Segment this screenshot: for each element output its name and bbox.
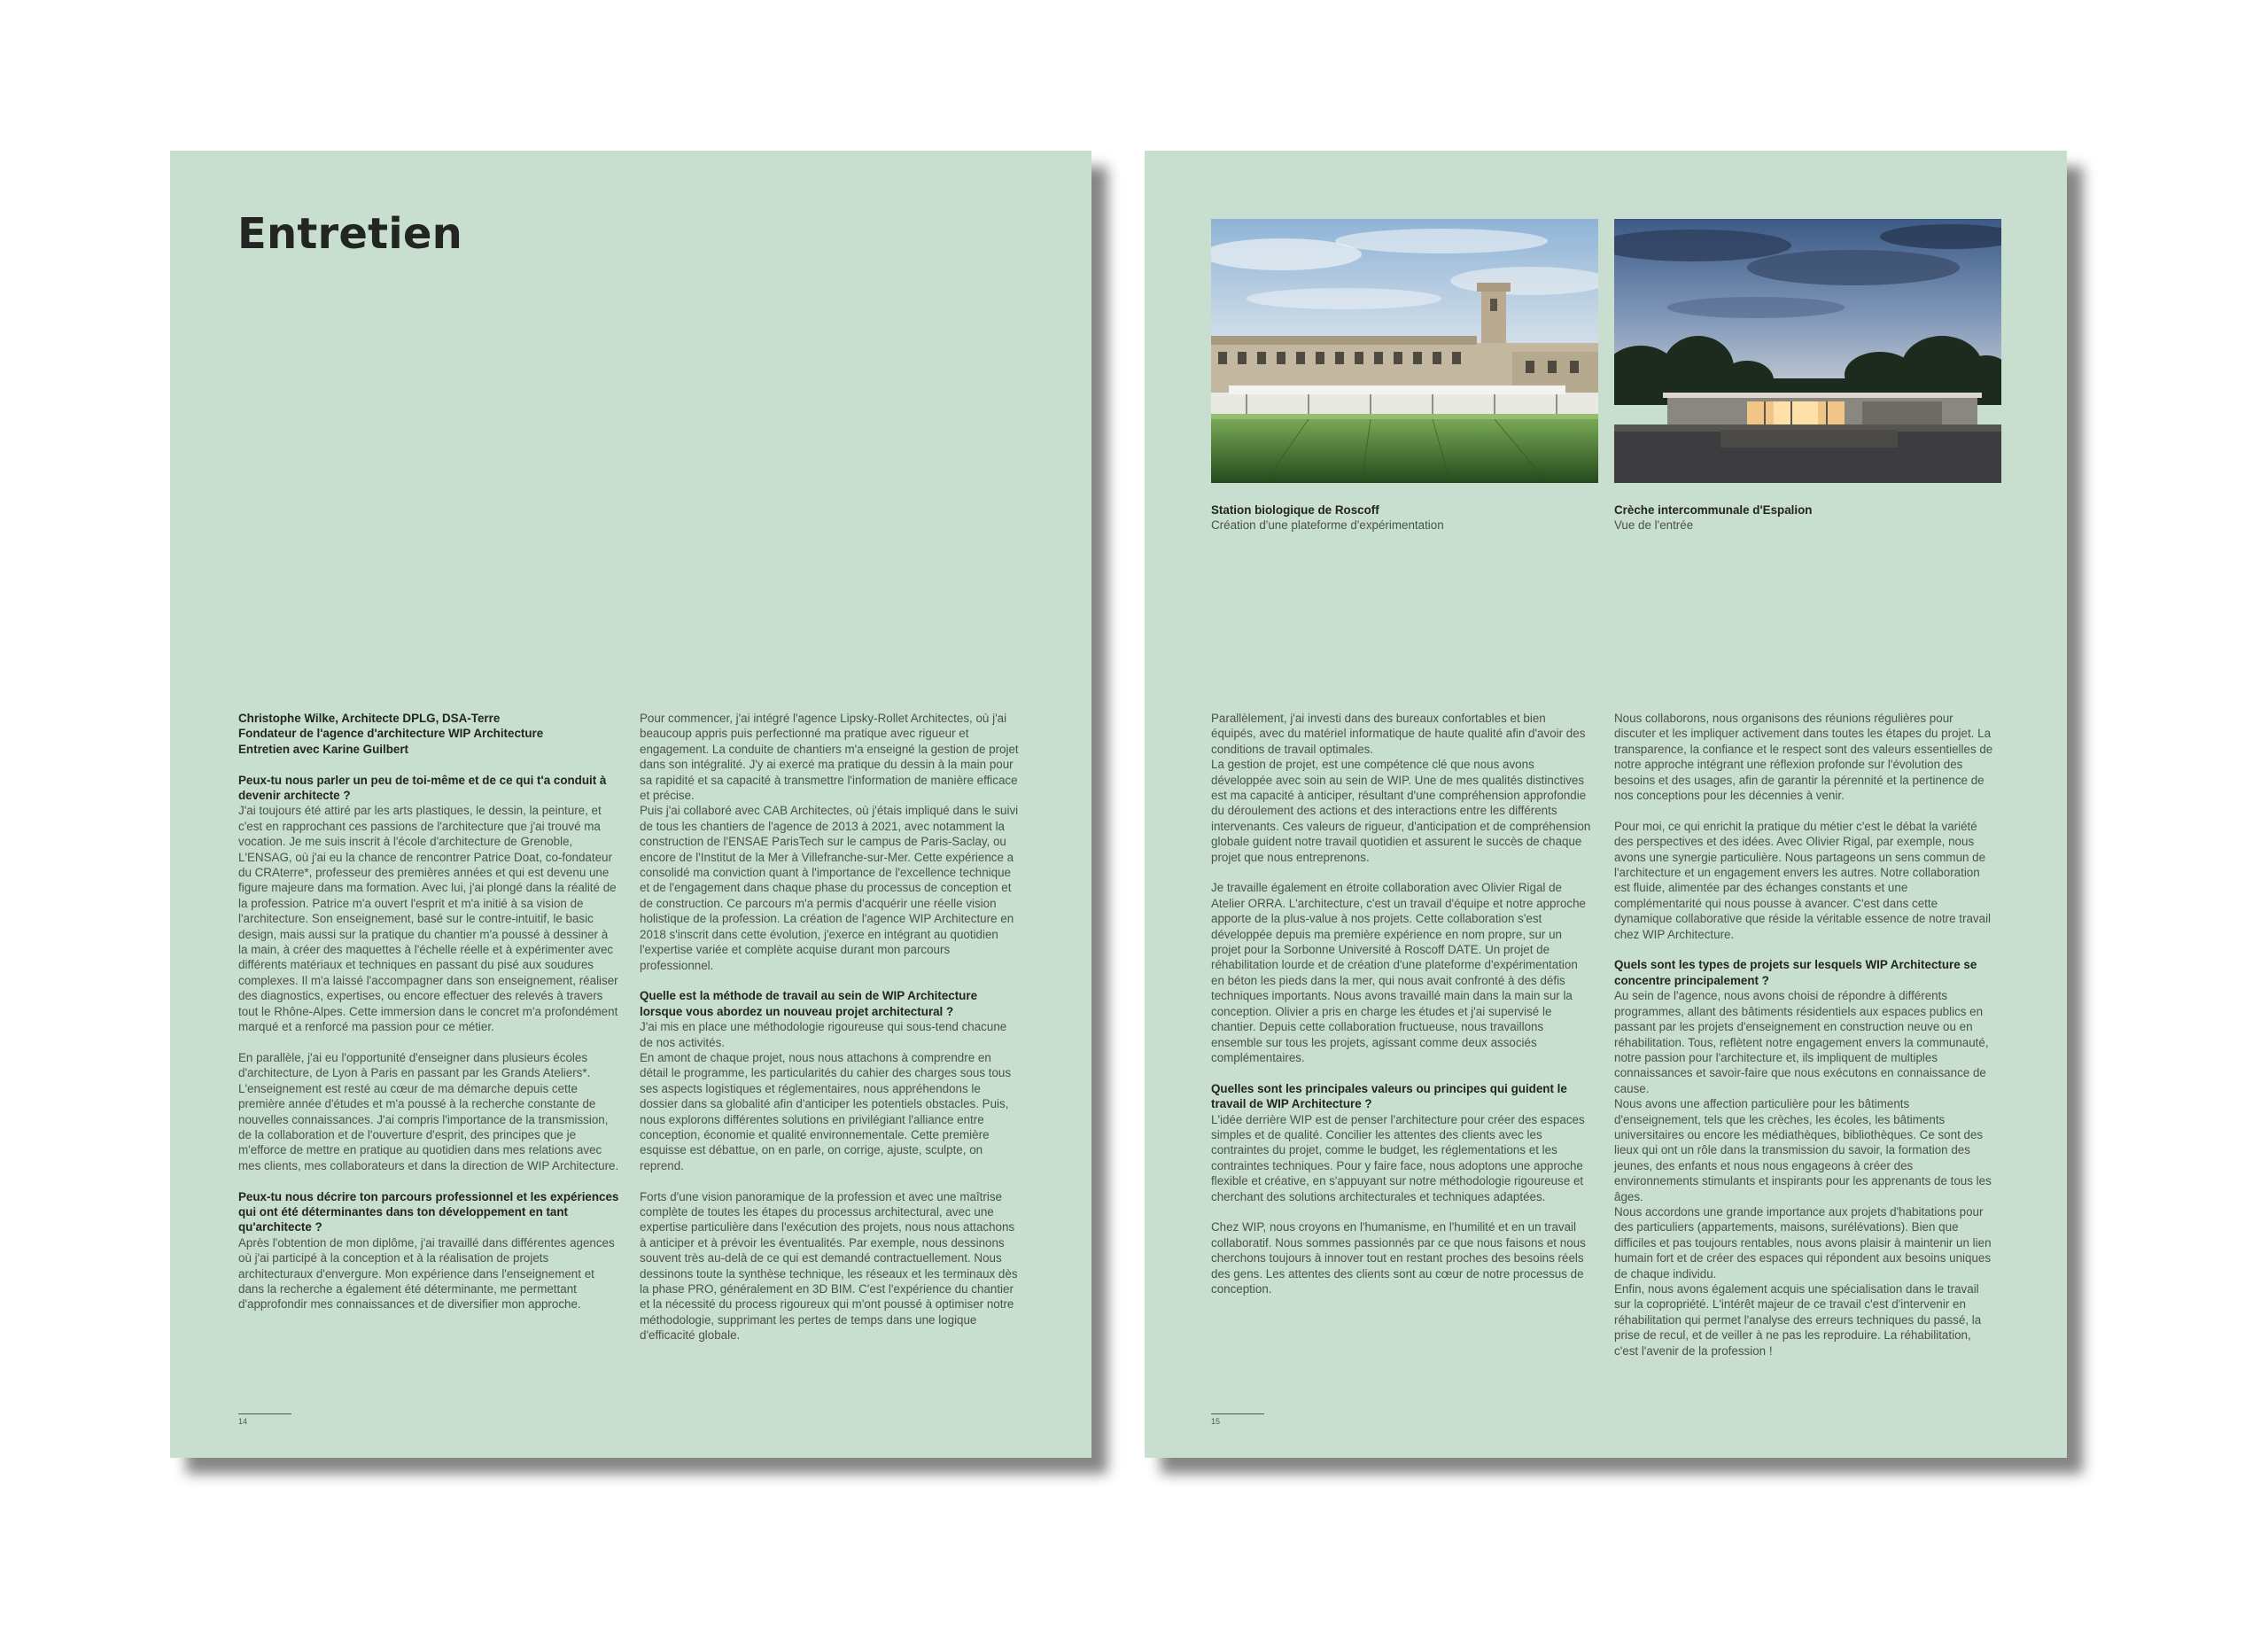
question-heading: Peux-tu nous parler un peu de toi-même et de ce qui t'a conduit à devenir architecte ? [238, 773, 607, 803]
caption-title: Station biologique de Roscoff [1211, 503, 1379, 517]
paragraph: Après l'obtention de mon diplôme, j'ai travaillé dans différentes agences où j'ai participé à la conception et à la réalisation de projets architecturaux d'envergure. Mon expérience dans l'enseignement et dans la recherche a également été déterminante, me permettant d'approfondir mes connaissances et de diversifier mon approche. [238, 1235, 615, 1312]
paragraph: Chez WIP, nous croyons en l'humanisme, en l'humilité et en un travail collaboratif. Nous sommes passionnés par ce que nous faisons et nous cherchons toujours à innover tout en restant proches des besoins réels des gens. Les attentes des clients sont au cœur de notre processus de conception. [1211, 1220, 1586, 1296]
left-page [170, 151, 1091, 1458]
left-column-1 [238, 711, 619, 1312]
right-column-1 [1211, 711, 1592, 1296]
right-column-2 [1614, 711, 1995, 1359]
caption-title: Crèche intercommunale d'Espalion [1614, 503, 1813, 517]
building-photo-roscoff [1211, 219, 1598, 483]
paragraph: Puis j'ai collaboré avec CAB Architectes, où j'étais impliqué dans le suivi de tous les chantiers de l'agence de 2013 à 2021, avec notamment la construction de l'ENSAE ParisTech sur le campus de Paris-Saclay, ou encore de l'Institut de la Mer à Villefranche-sur-Mer. Cette expérience a consolidé ma conviction quant à l'importance de l'excellence technique et de l'engagement dans chaque phase du processus de conception et de construction. Ce parcours m'a permis d'acquérir une réelle vision holistique de la profession. La création de l'agence WIP Architecture en 2018 s'inscrit dans cette évolution, j'exerce en intégrant au quotidien l'expertise variée et complète acquise durant mon parcours professionnel. [640, 804, 1019, 972]
paragraph: L'idée derrière WIP est de penser l'architecture pour créer des espaces simples et de qualité. Concilier les attentes des clients avec les contraintes du projet, comme le budget, les réglementations et les contraintes techniques. Pour y faire face, nous adoptons une approche flexible et créative, en s'appuyant sur notre méthodologie rigoureuse et cherchant des solutions architecturales et techniques adaptées. [1211, 1112, 1585, 1203]
paragraph: J'ai toujours été attiré par les arts plastiques, le dessin, la peinture, et c'est en rapprochant ces passions de l'architecture que j'ai trouvé ma vocation. Je me suis inscrit à l'école d'architecture de Grenoble, L'ENSAG, où j'ai eu la chance de rencontrer Patrice Doat, co-fondateur du CRAterre*, professeur des premières années et qui est devenu une figure majeure dans ma formation. Avec lui, j'ai plongé dans la réalité de la profession. Patrice m'a ouvert l'esprit et m'a initié à sa vision de l'architecture. Son enseignement, basé sur le contre-intuitif, le basic design, mais aussi sur la pratique du chantier m'a poussé à dessiner à la main, à créer des maquettes à l'échelle réelle et à expérimenter avec différents matériaux et techniques en passant du pisé aux soudures complexes. Il m'a laissé l'accompagner dans son enseignement, réaliser des diagnostics, expertises, ou encore effectuer des relevés à travers tout le Rhône-Alpes. Cette immersion dans le concret m'a profondément marqué et a renforcé ma passion pour ce métier. [238, 804, 618, 1034]
paragraph: Pour moi, ce qui enrichit la pratique du métier c'est le débat la variété des perspectives et des idées. Avec Olivier Rigal, par exemple, nous avons une synergie particulière. Nous partageons un sens commun de l'architecture et un engagement envers les autres. Notre collaboration est fluide, alimentée par des échanges constants et une complémentarité qui nous pousse à avancer. C'est dans cette dynamique collaborative que réside la véritable essence de notre travail chez WIP Architecture. [1614, 819, 1992, 941]
right-page [1145, 151, 2067, 1458]
page-title: Entretien [237, 209, 463, 259]
question-heading: Peux-tu nous décrire ton parcours professionnel et les expériences qui ont été déterminantes dans ton développement en tant qu'architecte ? [238, 1189, 619, 1234]
paragraph: Nous avons une affection particulière pour les bâtiments d'enseignement, tels que les crèches, les écoles, les bâtiments universitaires ou encore les médiathèques, bibliothèques. Ce sont des lieux qui ont un rôle dans la transmission du savoir, la formation des jeunes, des enfants et nous nous engageons à créer des environnements stimulants et inspirants pour les apprenants de tous les âges. [1614, 1097, 1992, 1203]
paragraph: Nous accordons une grande importance aux projets d'habitations pour des particuliers (appartements, maisons, surélévations). Bien que difficiles et pas toujours rentables, nous avons plaisir à maintenir un lien humain fort et de créer des espaces qui répondent aux besoins uniques de chaque individu. [1614, 1204, 1992, 1281]
page-number: 14 [238, 1413, 291, 1426]
paragraph: Forts d'une vision panoramique de la profession et avec une maîtrise complète de toutes les étapes du processus architectural, avec une expertise particulière dans l'exécution des projets, nous nous attachons à anticiper et à prévoir les éventualités. Par exemple, nous dessinons souvent très au-delà de ce qui est demandé contractuellement. Nous dessinons toute la synthèse technique, les réseaux et les terminaux dès la phase PRO, généralement en 3D BIM. C'est l'expérience du chantier et la nécessité du process rigoureux qui m'ont poussé à optimiser notre méthodologie, supprimant les pertes de temps dans une logique d'efficacité globale. [640, 1189, 1018, 1343]
paragraph: Nous collaborons, nous organisons des réunions régulières pour discuter et les impliquer activement dans toutes les étapes du projet. La transparence, la confiance et le respect sont des valeurs essentielles de notre approche intégrant une réflexion profonde sur l'évolution des besoins et des usages, afin de garantir la pérennité et la pertinence de nos conceptions pour les décennies à venir. [1614, 712, 1993, 803]
paragraph: La gestion de projet, est une compétence clé que nous avons développée avec soin au sein de WIP. Une de mes qualités distinctives est ma capacité à anticiper, résultant d'une compréhension approfondie du déroulement des actions et des interactions entre les différents intervenants. Ces valeurs de rigueur, d'anticipation et de compréhension globale guident notre travail quotidien et assurent le succès de chaque projet que nous entreprenons. [1211, 758, 1591, 864]
photo-caption [1614, 502, 2001, 533]
credit-line: Entretien avec Karine Guilbert [238, 742, 408, 756]
credit-line: Fondateur de l'agence d'architecture WIP Architecture [238, 727, 544, 741]
paragraph: En parallèle, j'ai eu l'opportunité d'enseigner dans plusieurs écoles d'architecture, de Lyon à Paris en passant par les Grands Ateliers*. L'enseignement est resté au cœur de ma démarche depuis cette première année d'études et m'a poussé à la recherche constante de nouvelles connaissances. J'ai compris l'importance de la transmission, de la collaboration et de l'ouverture d'esprit, des principes que je m'efforce de mettre en pratique au quotidien dans mes relations avec mes clients, mes collaborateurs et dans la direction de WIP Architecture. [238, 1050, 619, 1172]
caption-subtitle: Vue de l'entrée [1614, 518, 1694, 532]
paragraph: Je travaille également en étroite collaboration avec Olivier Rigal de Atelier ORRA. L'architecture, c'est un travail d'équipe et notre approche apporte de la plus-value à nos projets. Cette collaboration s'est développée depuis ma première expérience en nom propre, sur un projet pour la Sorbonne Université à Roscoff DATE. Un projet de réhabilitation lourde et de création d'une plateforme d'expérimentation en béton les pieds dans la mer, qui nous avait confronté à des défis techniques importants. Nous avons travaillé main dans la main sur la conception. Olivier a pris en charge les études et j'ai supervisé le chantier. Depuis cette collaboration fructueuse, nous travaillons ensemble sur tous les projets, agissant comme deux associés complémentaires. [1211, 881, 1587, 1064]
page-number: 15 [1211, 1413, 1264, 1426]
credit-line: Christophe Wilke, Architecte DPLG, DSA-Terre [238, 712, 501, 725]
building-photo-espalion [1614, 219, 2001, 483]
photo-caption [1211, 502, 1598, 533]
caption-subtitle: Création d'une plateforme d'expérimentation [1211, 518, 1444, 532]
paragraph: En amont de chaque projet, nous nous attachons à comprendre en détail le programme, les particularités du cahier des charges sous tous ses aspects logistiques et réglementaires, nous appréhendons le dossier dans sa globalité afin d'anticiper les potentiels obstacles. Puis, nous explorons différentes solutions en privilégiant l'alliance entre conception, économie et qualité environnementale. Cette première esquisse est débattue, on en parle, on corrige, ajuste, sculpte, on reprend. [640, 1050, 1012, 1172]
question-heading: Quelles sont les principales valeurs ou principes qui guident le travail de WIP Architecture ? [1211, 1081, 1567, 1111]
paragraph: Parallèlement, j'ai investi dans des bureaux confortables et bien équipés, avec du matériel informatique de haute qualité afin d'avoir des conditions de travail optimales. [1211, 712, 1586, 756]
paragraph: J'ai mis en place une méthodologie rigoureuse qui sous-tend chacune de nos activités. [640, 1020, 1007, 1049]
paragraph: Au sein de l'agence, nous avons choisi de répondre à différents programmes, allant des bâtiments résidentiels aux espaces publics en passant par les projets d'enseignement en construction neuve ou en réhabilitation. Tous, reflètent notre engagement envers la communauté, notre passion pour l'architecture et, ils impliquent de multiples connaissances et savoir-faire que nous exécutons en connaissance de cause. [1614, 989, 1989, 1095]
paragraph: Enfin, nous avons également acquis une spécialisation dans le travail sur la copropriété. L'intérêt majeur de ce travail c'est d'intervenir en réhabilitation qui permet l'analyse des erreurs techniques du passé, la prise de recul, et de veiller à ne pas les reproduire. La réhabilitation, c'est l'avenir de la profession ! [1614, 1282, 1982, 1358]
left-column-2 [640, 711, 1021, 1343]
question-heading: Quels sont les types de projets sur lesquels WIP Architecture se concentre principalement ? [1614, 958, 1977, 987]
question-heading: Quelle est la méthode de travail au sein de WIP Architecture lorsque vous abordez un nouveau projet architectural ? [640, 989, 978, 1018]
paragraph: Pour commencer, j'ai intégré l'agence Lipsky-Rollet Architectes, où j'ai beaucoup appris puis perfectionné ma pratique avec rigueur et engagement. La conduite de chantiers m'a enseigné la gestion de projet dans son intégralité. J'y ai exercé ma pratique du dessin à la main pour sa rapidité et sa capacité à transmettre l'information de manière efficace et précise. [640, 712, 1019, 803]
